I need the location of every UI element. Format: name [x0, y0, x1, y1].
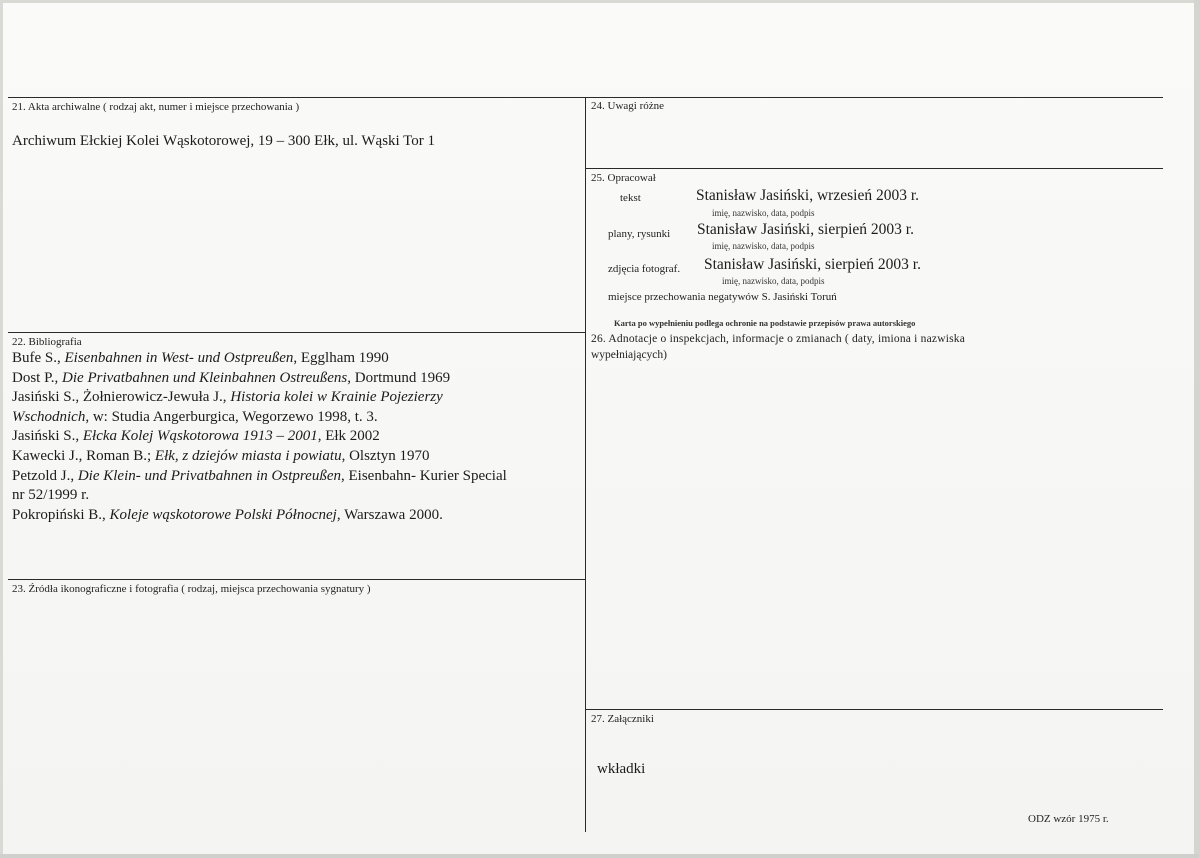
bibliography-entry-pre: nr 52/1999 r.: [12, 487, 90, 504]
section-21-value: Archiwum Ełckiej Kolei Wąskotorowej, 19 – 300 Ełk, ul. Wąski Tor 1: [12, 133, 436, 149]
bibliography-entry-pre: Jasiński S.,: [12, 428, 83, 445]
bibliography-entry-title: Wschodnich: [12, 408, 86, 425]
copyright-notice: Karta po wypełnieniu podlega ochronie na podstawie przepisów prawa autorskiego: [614, 318, 916, 328]
plany-key: plany, rysunki: [608, 228, 671, 240]
bibliography-entry-title: Koleje wąskotorowe Polski Północnej: [109, 506, 337, 523]
rule-section-27: [586, 709, 1163, 710]
section-25-label: 25. Opracował: [591, 172, 656, 184]
tekst-hint: imię, nazwisko, data, podpis: [712, 208, 815, 218]
zdjecia-hint: imię, nazwisko, data, podpis: [722, 276, 825, 286]
bibliography-entry-post: , Eisenbahn- Kurier Special: [341, 467, 507, 484]
negatives-location: miejsce przechowania negatywów S. Jasiński Toruń: [608, 291, 837, 303]
bibliography-entry: [12, 349, 577, 369]
bibliography-entry: [12, 486, 577, 506]
bibliography-entry-pre: Kawecki J., Roman B.;: [12, 447, 155, 464]
rule-section-22: [8, 332, 586, 333]
bibliography-entry-pre: Petzold J.,: [12, 467, 78, 484]
bibliography-entry: [12, 467, 577, 487]
bibliography-entry-title: Historia kolei w Krainie Pojezierzy: [230, 389, 443, 406]
section-21-label: 21. Akta archiwalne ( rodzaj akt, numer i miejsce przechowania ): [12, 101, 300, 113]
section-23-label: 23. Źródła ikonograficzne i fotografia ( rodzaj, miejsca przechowania sygnatury ): [12, 583, 371, 595]
plany-value: Stanisław Jasiński, sierpień 2003 r.: [697, 221, 914, 238]
zdjecia-value: Stanisław Jasiński, sierpień 2003 r.: [704, 256, 921, 273]
bibliography-entry: [12, 388, 577, 408]
bibliography-entry-post: , Dortmund 1969: [347, 369, 451, 386]
bibliography-entry-title: Ełk, z dziejów miasta i powiatu: [154, 447, 342, 464]
section-22-label: 22. Bibliografia: [12, 336, 82, 348]
section-27-value: wkładki: [597, 761, 646, 777]
bibliography-entry-post: , Warszawa 2000.: [336, 506, 443, 523]
plany-row: [608, 224, 670, 242]
section-26-label-line1: 26. Adnotacje o inspekcjach, informacje o zmianach ( daty, imiona i nazwiska: [591, 333, 966, 345]
bibliography-list: [12, 349, 577, 525]
section-24-label: 24. Uwagi różne: [591, 100, 665, 112]
bibliography-entry-title: Eisenbahnen in West- und Ostpreußen: [64, 350, 294, 366]
bibliography-entry-title: Die Privatbahnen und Kleinbahnen Ostreußens: [62, 369, 348, 386]
bibliography-entry: [12, 427, 577, 447]
bibliography-entry-title: Die Klein- und Privatbahnen in Ostpreußen: [77, 467, 341, 484]
zdjecia-row: [608, 259, 680, 277]
bibliography-entry: [12, 447, 577, 467]
tekst-value: Stanisław Jasiński, wrzesień 2003 r.: [696, 187, 920, 204]
bibliography-entry-pre: Jasiński S., Żołnierowicz-Jewuła J.,: [12, 389, 231, 406]
zdjecia-value-row: [704, 256, 921, 274]
tekst-value-row: [696, 187, 919, 205]
bibliography-entry-post: , Egglham 1990: [293, 350, 389, 366]
bibliography-entry: [12, 369, 577, 389]
bibliography-entry: [12, 506, 577, 526]
zdjecia-key: zdjęcia fotograf.: [608, 263, 681, 275]
card-edge-left: [0, 0, 3, 858]
bibliography-entry-post: , w: Studia Angerburgica, Wegorzewo 1998, t. 3.: [85, 408, 378, 425]
center-divider: [585, 97, 586, 832]
bibliography-entry-title: Ełcka Kolej Wąskotorowa 1913 – 2001: [82, 428, 318, 445]
section-27-label: 27. Załączniki: [591, 713, 654, 725]
card-edge-top: [0, 0, 1199, 3]
rule-section-25: [586, 168, 1163, 169]
bibliography-entry: [12, 408, 577, 428]
plany-hint: imię, nazwisko, data, podpis: [712, 241, 815, 251]
form-footer: ODZ wzór 1975 r.: [1028, 813, 1109, 825]
card-edge-right: [1194, 0, 1199, 858]
bibliography-entry-pre: Pokropiński B.,: [12, 506, 110, 523]
bibliography-entry-pre: Dost P.,: [12, 369, 63, 386]
plany-value-row: [697, 221, 914, 239]
tekst-key: tekst: [620, 192, 641, 204]
tekst-row: [620, 188, 641, 206]
bibliography-entry-post: , Olsztyn 1970: [341, 447, 430, 464]
card-edge-bottom: [0, 854, 1199, 858]
bibliography-entry-pre: Bufe S.,: [12, 350, 65, 366]
bibliography-entry-post: , Ełk 2002: [317, 428, 380, 445]
section-26-label-line2: wypełniających): [591, 349, 667, 361]
rule-section-23: [8, 579, 586, 580]
